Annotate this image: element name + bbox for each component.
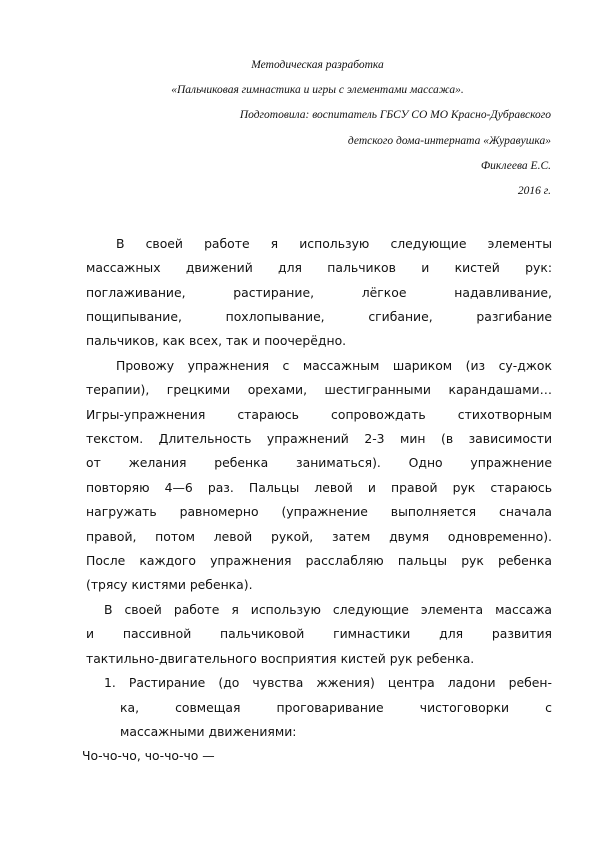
list-item-1-line: ка, совмещая проговаривание чистоговорки с bbox=[120, 700, 552, 715]
paragraph-1-line: В своей работе я использую следующие элементы bbox=[116, 236, 552, 251]
paragraph-2-line: После каждого упражнения расслабляю пальцы рук ребенка bbox=[86, 553, 552, 568]
doc-type-line: Методическая разработка bbox=[251, 59, 384, 71]
paragraph-1-line: пальчиков, как всех, так и поочерёдно. bbox=[86, 333, 347, 348]
paragraph-2-line: терапии), грецкими орехами, шестигранными карандашами… bbox=[86, 382, 552, 397]
institution-line: детского дома-интерната «Журавушка» bbox=[347, 135, 551, 147]
paragraph-1-line: пощипывание, похлопывание, сгибание, разгибание bbox=[86, 309, 552, 324]
paragraph-2-line: повторяю 4—6 раз. Пальцы левой и правой рук стараюсь bbox=[86, 480, 552, 495]
year: 2016 г. bbox=[517, 185, 551, 197]
paragraph-2-line: правой, потом левой рукой, затем двумя одновременно). bbox=[86, 529, 552, 544]
paragraph-1-line: поглаживание, растирание, лёгкое надавливание, bbox=[86, 285, 552, 300]
paragraph-2-line: Игры-упражнения стараюсь сопровождать стихотворным bbox=[86, 407, 552, 422]
list-item-1-line: 1. Растирание (до чувства жжения) центра ладони ребен- bbox=[104, 675, 552, 690]
paragraph-2-line: нагружать равномерно (упражнение выполняется сначала bbox=[86, 504, 552, 519]
doc-title: «Пальчиковая гимнастика и игры с элементами массажа». bbox=[171, 84, 464, 96]
author-name: Фиклеева Е.С. bbox=[480, 160, 551, 172]
paragraph-3-line: и пассивной пальчиковой гимнастики для развития bbox=[86, 626, 552, 641]
author-line: Подготовила: воспитатель ГБСУ СО МО Красно-Дубравского bbox=[239, 109, 551, 121]
paragraph-2-line: (трясу кистями ребенка). bbox=[86, 577, 253, 592]
paragraph-2-line: текстом. Длительность упражнений 2-3 мин (в зависимости bbox=[86, 431, 552, 446]
paragraph-3-line: В своей работе я использую следующие элемента массажа bbox=[104, 602, 552, 617]
paragraph-2-line: от желания ребенка заниматься). Одно упражнение bbox=[86, 455, 552, 470]
verse-line: Чо-чо-чо, чо-чо-чо — bbox=[82, 748, 215, 763]
paragraph-1-line: массажных движений для пальчиков и кистей рук: bbox=[86, 260, 552, 275]
paragraph-2-line: Провожу упражнения с массажным шариком (из су-джок bbox=[116, 358, 552, 373]
list-item-1-line: массажными движениями: bbox=[120, 724, 297, 739]
paragraph-3-line: тактильно-двигательного восприятия кистей рук ребенка. bbox=[86, 651, 475, 666]
